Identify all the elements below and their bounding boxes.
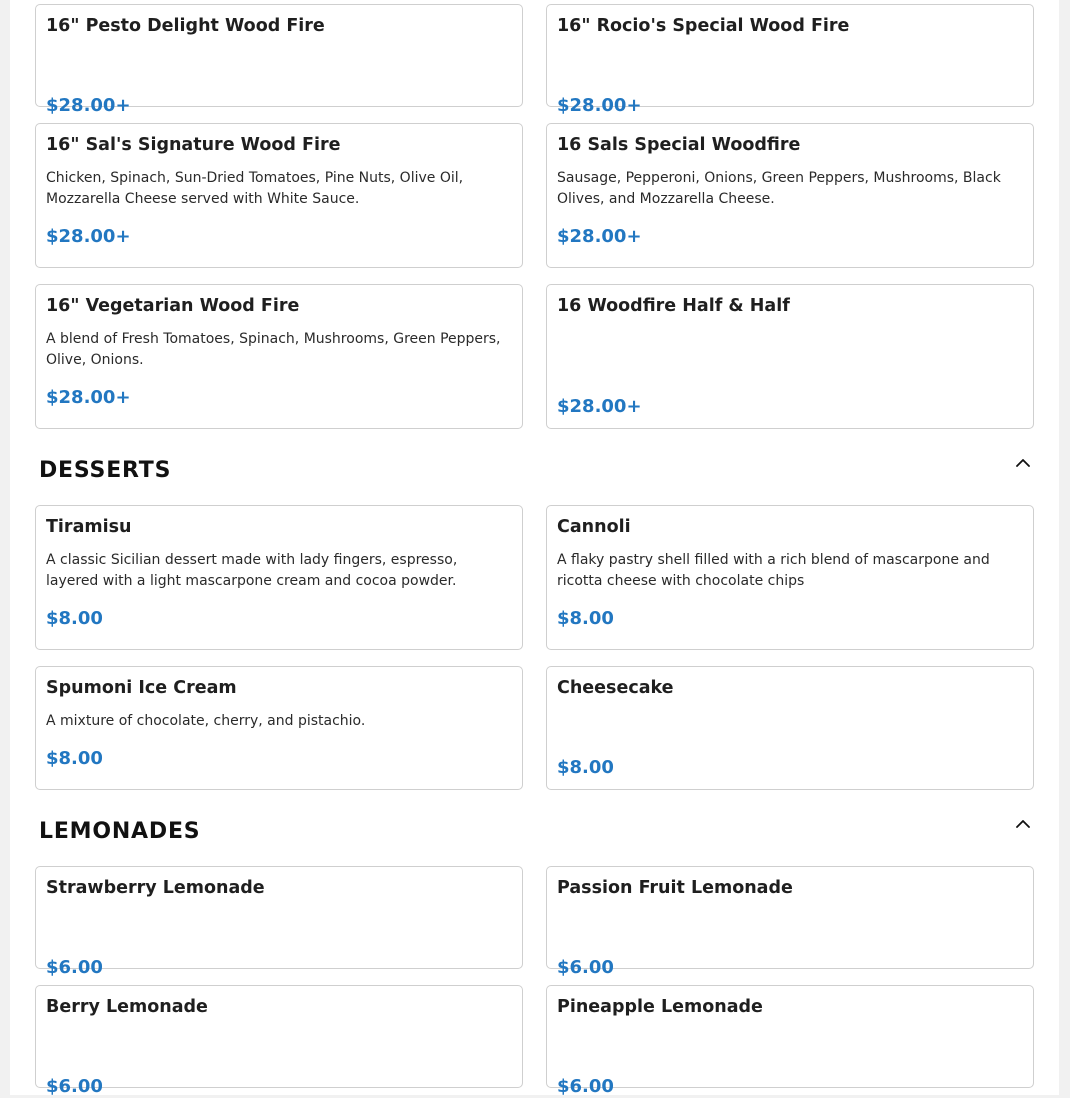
item-description: A flaky pastry shell filled with a rich blend of mascarpone and ricotta cheese with chocolate chips <box>557 552 990 589</box>
item-description: Chicken, Spinach, Sun-Dried Tomatoes, Pine Nuts, Olive Oil, Mozzarella Cheese served with White Sauce. <box>46 170 464 207</box>
item-price: $6.00 <box>557 957 614 978</box>
item-price: $28.00+ <box>557 396 642 417</box>
item-name: Cannoli <box>557 517 631 537</box>
menu-item-card[interactable] <box>35 123 523 268</box>
item-name: Berry Lemonade <box>46 997 208 1017</box>
menu-item-card[interactable] <box>546 123 1034 268</box>
desserts-section-header <box>39 458 1034 488</box>
item-name: Passion Fruit Lemonade <box>557 878 793 898</box>
item-price: $8.00 <box>557 608 614 629</box>
item-price: $28.00+ <box>46 387 131 408</box>
menu-item-card[interactable] <box>35 284 523 429</box>
pizza-items-grid <box>35 4 1034 429</box>
menu-item-card[interactable] <box>35 666 523 790</box>
item-name: Cheesecake <box>557 678 674 698</box>
item-name: 16" Vegetarian Wood Fire <box>46 296 300 316</box>
menu-item-card[interactable] <box>546 505 1034 650</box>
menu-item-card[interactable] <box>546 284 1034 429</box>
item-name: Pineapple Lemonade <box>557 997 763 1017</box>
item-description: A mixture of chocolate, cherry, and pistachio. <box>46 713 366 729</box>
item-price: $28.00+ <box>557 226 642 247</box>
lemonades-section-header <box>39 819 1034 849</box>
item-price: $28.00+ <box>46 95 131 116</box>
item-price: $28.00+ <box>46 226 131 247</box>
menu-item-card[interactable] <box>35 505 523 650</box>
item-price: $6.00 <box>557 1076 614 1097</box>
item-price: $6.00 <box>46 957 103 978</box>
item-name: 16 Sals Special Woodfire <box>557 135 801 155</box>
chevron-up-icon[interactable] <box>1012 452 1034 474</box>
menu-item-card[interactable] <box>546 666 1034 790</box>
item-price: $28.00+ <box>557 95 642 116</box>
item-price: $8.00 <box>46 608 103 629</box>
menu-item-card[interactable] <box>546 866 1034 978</box>
item-name: Spumoni Ice Cream <box>46 678 237 698</box>
item-price: $8.00 <box>46 748 103 769</box>
desserts-items-grid <box>35 505 1034 790</box>
section-title: LEMONADES <box>39 819 201 844</box>
chevron-up-icon[interactable] <box>1012 813 1034 835</box>
item-description: Sausage, Pepperoni, Onions, Green Peppers, Mushrooms, Black Olives, and Mozzarella Cheese. <box>557 170 1001 207</box>
menu-item-card[interactable] <box>546 985 1034 1097</box>
item-name: Strawberry Lemonade <box>46 878 265 898</box>
item-name: 16 Woodfire Half & Half <box>557 296 790 316</box>
item-price: $6.00 <box>46 1076 103 1097</box>
item-description: A classic Sicilian dessert made with lady fingers, espresso, layered with a light mascarpone cream and cocoa powder. <box>46 552 458 589</box>
menu-item-card[interactable] <box>35 866 523 978</box>
menu-page <box>10 0 1059 1095</box>
item-name: 16" Rocio's Special Wood Fire <box>557 16 850 36</box>
menu-item-card[interactable] <box>35 985 523 1097</box>
item-name: 16" Pesto Delight Wood Fire <box>46 16 325 36</box>
menu-item-card[interactable] <box>35 4 523 116</box>
lemonades-items-grid <box>35 866 1034 1097</box>
menu-item-card[interactable] <box>546 4 1034 116</box>
section-title: DESSERTS <box>39 458 172 483</box>
item-name: Tiramisu <box>46 517 132 537</box>
item-price: $8.00 <box>557 757 614 778</box>
item-description: A blend of Fresh Tomatoes, Spinach, Mushrooms, Green Peppers, Olive, Onions. <box>46 331 501 368</box>
item-name: 16" Sal's Signature Wood Fire <box>46 135 341 155</box>
